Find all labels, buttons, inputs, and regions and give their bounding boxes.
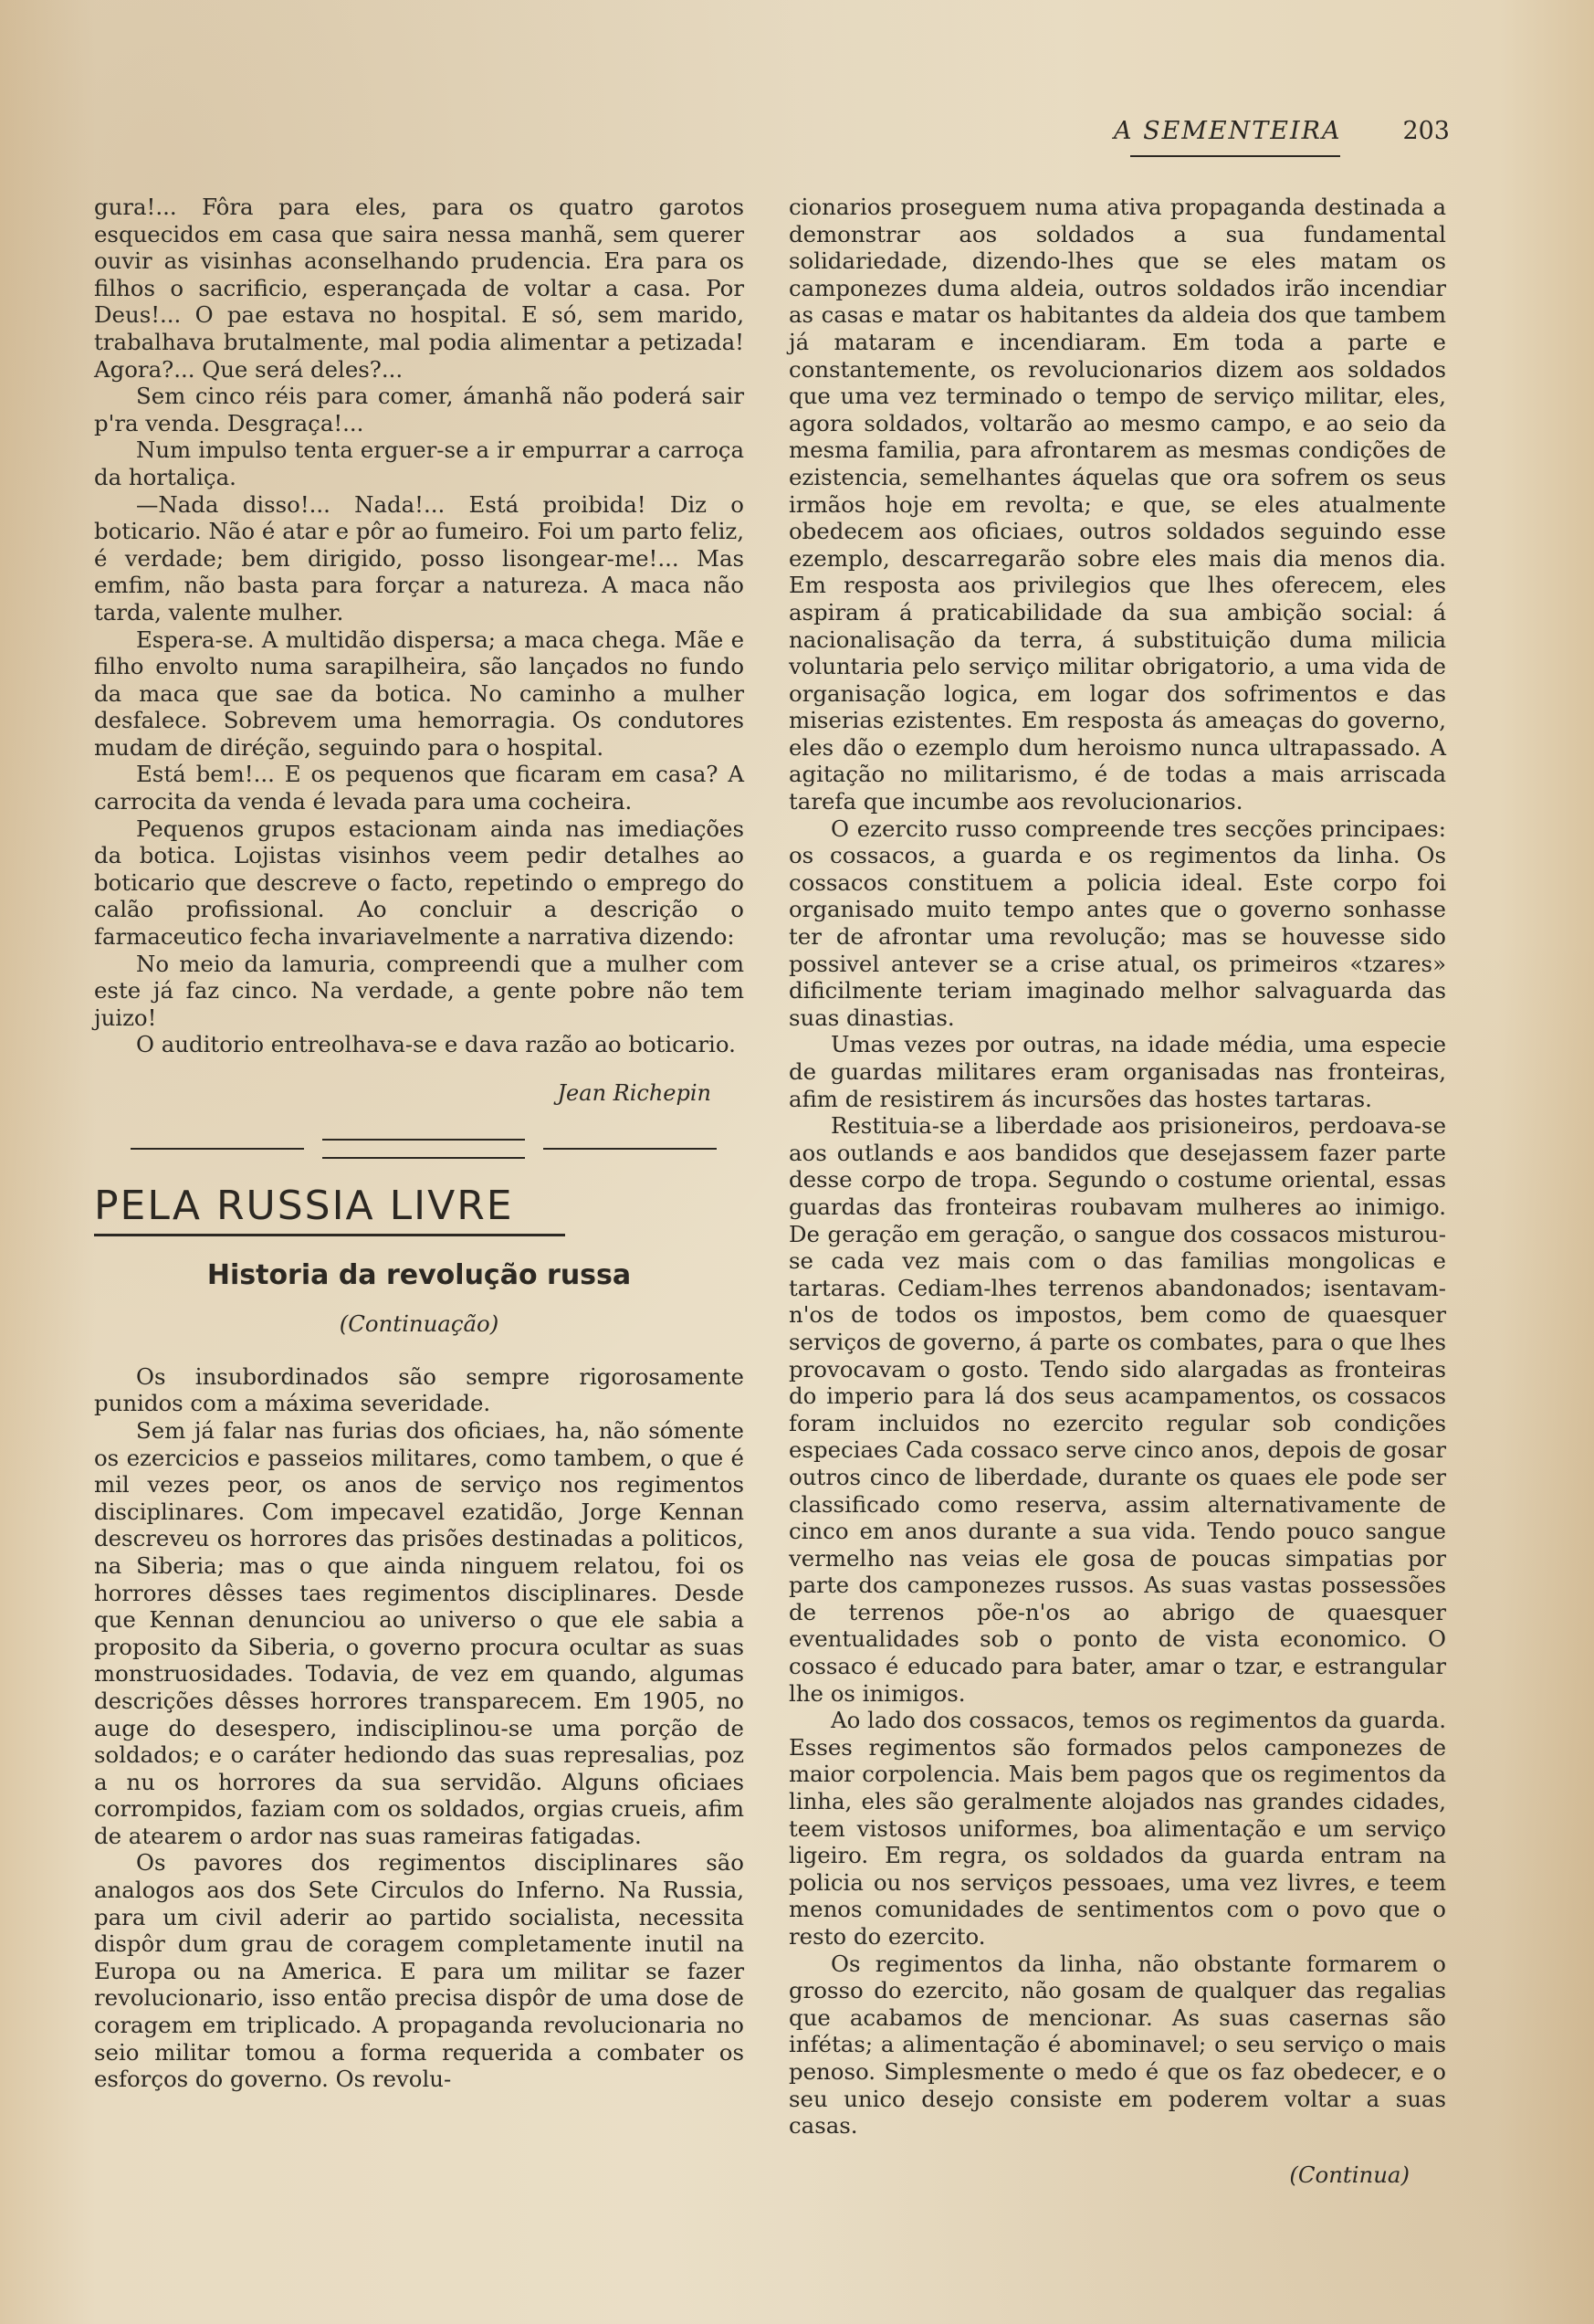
- title-underline: [94, 1234, 565, 1236]
- article-paragraph: Umas vezes por outras, na idade média, uma especie de guardas militares eram organisadas nas fronteiras, afim de resistirem ás incursões das hostes tartaras.: [789, 1031, 1446, 1112]
- separator-rule: [322, 1139, 525, 1141]
- article-paragraph: Sem já falar nas furias dos oficiaes, ha, não sómente os ezercicios e passeios militares, como tambem, o que é mil vezes peor, os anos de serviço nos regimentos disciplinares. Com impecavel ezatidão, Jorge Kennan descreveu os horrores das prisões destinadas a politicos, na Siberia; mas o que ainda ninguem relatou, foi os horrores dêsses taes regimentos disciplinares. Desde que Kennan denunciou ao universo o que ele sabia a proposito da Siberia, o governo procura ocultar as suas monstruosidades. Todavia, de vez em quando, algumas descrições dêsses horrores transparecem. Em 1905, no auge do desespero, indisciplinou-se uma porção de soldados; e o caráter hediondo das suas represalias, poz a nu os horrores da sua servidão. Alguns oficiaes corrompidos, faziam com os soldados, orgias crueis, afim de atearem o ardor nas suas rameiras fatigadas.: [94, 1416, 744, 1849]
- article-paragraph: cionarios proseguem numa ativa propaganda destinada a demonstrar aos soldados a sua fundamental solidariedade, dizendo-lhes que se eles matam os camponezes duma aldeia, outros soldados irão incendiar as casas e matar os habitantes da aldeia dos que tambem já mataram e incendiaram. Em toda a parte e constantemente, os revolucionarios dizem aos soldados que uma vez terminado o tempo de serviço militar, eles, agora soldados, voltarão ao mesmo campo, e ao seio da mesma familia, para afrontarem as mesmas condições de ezistencia, semelhantes áquelas que ora sofrem os seus irmãos hoje em revolta; e que, se eles atualmente obedecem aos oficiaes, outros soldados seguindo esse ezemplo, descarregarão sobre eles mais dia menos dia. Em resposta aos privilegios que lhes oferecem, eles aspiram á praticabilidade da sua ambição social: á nacionalisação da terra, á substituição duma milicia voluntaria pelo serviço militar obrigatorio, a uma vida de organisação logica, em logar dos sofrimentos e das miserias ezistentes. Em resposta ás ameaças do governo, eles dão o ezemplo dum heroismo nunca ultrapassado. A agitação no militarismo, é de todas a mais arriscada tarefa que incumbe aos revolucionarios.: [789, 194, 1446, 815]
- header-underline: [1130, 155, 1340, 157]
- story-paragraph: Espera-se. A multidão dispersa; a maca chega. Mãe e filho envolto numa sarapilheira, são lançados no fundo da maca que sae da botica. No caminho a mulher desfalece. Sobrevem uma hemorragia. Os condutores mudam de diréção, seguindo para o hospital.: [94, 626, 744, 761]
- author-signature: Jean Richepin: [557, 1080, 711, 1106]
- story-paragraph: Está bem!... E os pequenos que ficaram em casa? A carrocita da venda é levada para uma cocheira.: [94, 761, 744, 815]
- separator-rule: [131, 1148, 304, 1150]
- story-paragraph: Pequenos grupos estacionam ainda nas imediações da botica. Lojistas visinhos veem pedir detalhes ao boticario que descreve o facto, repetindo o emprego do calão profissional. Ao concluir a descrição o farmaceutico fecha invariavelmente a narrativa dizendo:: [94, 815, 744, 951]
- publication-title: A SEMENTEIRA: [1114, 117, 1342, 145]
- left-column: [94, 194, 744, 2093]
- story-paragraph: gura!... Fôra para eles, para os quatro garotos esquecidos em casa que saira nessa manhã, sem querer ouvir as visinhas aconselhando prudencia. Era para os filhos o sacrificio, esperançada de voltar a casa. Por Deus!... O pae estava no hospital. E só, sem marido, trabalhava brutalmente, mal podia alimentar a petizada! Agora?... Que será deles?...: [94, 194, 744, 383]
- article-paragraph: Ao lado dos cossacos, temos os regimentos da guarda. Esses regimentos são formados pelos camponezes de maior corpolencia. Mais bem pagos que os regimentos da linha, eles são geralmente alojados nas grandes cidades, teem vistosos uniformes, boa alimentação e um serviço ligeiro. Em regra, os soldados da guarda entram na policia ou nos serviços pessoaes, uma vez livres, e teem menos comunidades de sentimentos com o povo que o resto do ezercito.: [789, 1707, 1446, 1950]
- separator-rule: [543, 1148, 717, 1150]
- continued-note: (Continua): [1289, 2161, 1410, 2188]
- article-paragraph: O ezercito russo compreende tres secções principaes: os cossacos, a guarda e os regimentos da linha. Os cossacos constituem a policia ideal. Este corpo foi organisado muito tempo antes que o governo sonhasse ter de afrontar uma revolução; mas se houvesse sido possivel antever se a crise atual, os primeiros «tzares» dificilmente teriam imaginado melhor salvaguarda das suas dinastias.: [789, 815, 1446, 1031]
- article-paragraph: Os insubordinados são sempre rigorosamente punidos com a máxima severidade.: [94, 1362, 744, 1417]
- story-paragraph: O auditorio entreolhava-se e dava razão ao boticario.: [136, 1031, 736, 1058]
- continuation-note: (Continuação): [339, 1310, 499, 1338]
- separator-rule: [322, 1157, 525, 1159]
- story-paragraph: Sem cinco réis para comer, ámanhã não poderá sair p'ra venda. Desgraça!...: [94, 383, 744, 436]
- story-paragraph: No meio da lamuria, compreendi que a mulher com este já faz cinco. Na verdade, a gente pobre não tem juizo!: [94, 950, 744, 1031]
- article-paragraph: Os pavores dos regimentos disciplinares são analogos aos dos Sete Circulos do Inferno. Na Russia, para um civil aderir ao partido socialista, necessita dispôr dum grau de coragem completamente inutil na Europa ou na America. E para um militar se fazer revolucionario, isso então precisa dispôr de uma dose de coragem em triplicado. A propaganda revolucionaria no seio militar tomou a forma requerida a combater os esforços do governo. Os revolu-: [94, 1849, 744, 2093]
- section-title: PELA RUSSIA LIVRE: [94, 1182, 514, 1229]
- page-number: 203: [1402, 117, 1450, 145]
- story-paragraph: Num impulso tenta erguer-se a ir empurrar a carroça da hortaliça.: [94, 436, 744, 490]
- article-paragraph: Os regimentos da linha, não obstante formarem o grosso do ezercito, não gosam de qualquer das regalias que acabamos de mencionar. As suas casernas são infétas; a alimentação é abominavel; o seu serviço o mais penoso. Simplesmente o medo é que os faz obedecer, e o seu unico desejo consiste em poderem voltar a suas casas.: [789, 1950, 1446, 2140]
- section-separator: [94, 1126, 744, 1177]
- article-subtitle: Historia da revolução russa: [206, 1258, 632, 1291]
- right-column: [789, 194, 1446, 2188]
- article-paragraph: Restituia-se a liberdade aos prisioneiros, perdoava-se aos outlands e aos bandidos que desejassem fazer parte desse corpo de tropa. Segundo o costume oriental, essas guardas das fronteiras roubavam mulheres ao inimigo. De geração em geração, o sangue dos cossacos misturou-se cada vez mais com o das familias mongolicas e tartaras. Cediam-lhes terrenos abandonados; isentavam-n'os de todos os impostos, bem como de quaesquer serviços de governo, á parte os combates, para o que lhes provocavam o gosto. Tendo sido alargadas as fronteiras do imperio para lá dos seus acampamentos, os cossacos foram incluidos no ezercito regular sob condições especiaes Cada cossaco serve cinco anos, depois de gosar outros cinco de liberdade, durante os quaes ele pode ser classificado como reserva, assim alternativamente de cinco em anos durante a sua vida. Tendo pouco sangue vermelho nas veias ele gosa de poucas simpatias por parte dos camponezes russos. As suas vastas possessões de terrenos põe-n'os ao abrigo de quaesquer eventualidades sob o ponto de vista economico. O cossaco é educado para bater, amar o tzar, e estrangular lhe os inimigos.: [789, 1112, 1446, 1707]
- running-header: [1114, 117, 1450, 145]
- story-paragraph: —Nada disso!... Nada!... Está proibida! Diz o boticario. Não é atar e pôr ao fumeiro. Foi um parto feliz, é verdade; bem dirigido, posso lisongear-me!... Mas emfim, não basta para forçar a natureza. A maca não tarda, valente mulher.: [94, 490, 744, 626]
